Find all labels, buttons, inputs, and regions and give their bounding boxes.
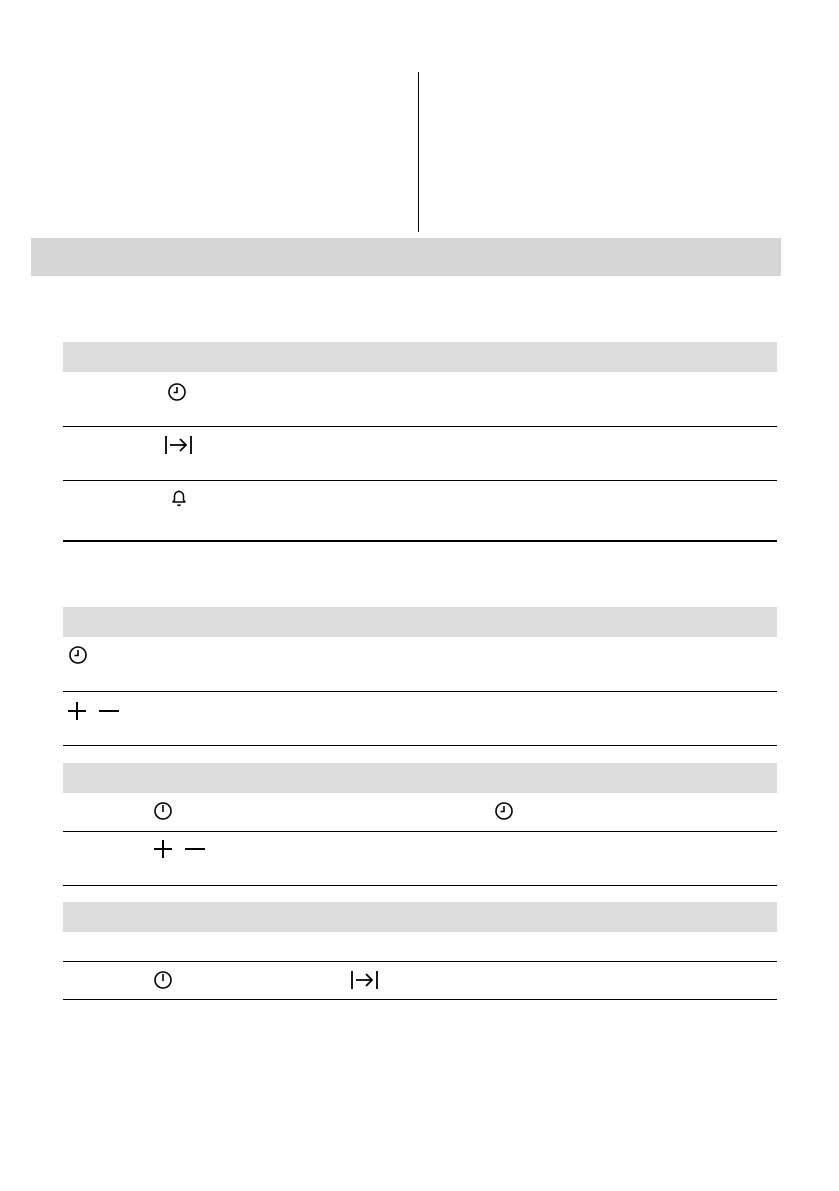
table-row xyxy=(63,962,777,1000)
clock-icon xyxy=(167,382,187,402)
clock-icon xyxy=(494,801,514,821)
table-setting xyxy=(63,637,777,747)
section-heading-bar xyxy=(31,238,781,276)
table-duration xyxy=(63,932,777,1002)
power-icon xyxy=(153,801,173,821)
bell-icon xyxy=(170,488,188,508)
duration-arrow-icon xyxy=(164,434,194,456)
plus-icon xyxy=(153,839,173,859)
table-setting-header xyxy=(63,607,777,637)
table-functions xyxy=(63,372,777,542)
minus-icon xyxy=(184,839,206,859)
duration-arrow-icon xyxy=(350,969,380,991)
table-row xyxy=(63,832,777,886)
minus-icon xyxy=(98,701,120,721)
table-functions-header xyxy=(63,342,777,372)
table-change xyxy=(63,793,777,888)
table-row xyxy=(63,481,777,542)
column-divider xyxy=(418,72,419,232)
table-row xyxy=(63,637,777,692)
table-row xyxy=(63,427,777,481)
power-icon xyxy=(153,970,173,990)
plus-icon xyxy=(67,701,87,721)
table-change-header xyxy=(63,763,777,793)
table-row xyxy=(63,692,777,746)
table-row xyxy=(63,793,777,832)
table-row xyxy=(63,932,777,962)
clock-icon xyxy=(68,645,88,665)
table-duration-header xyxy=(63,902,777,932)
table-row xyxy=(63,372,777,427)
